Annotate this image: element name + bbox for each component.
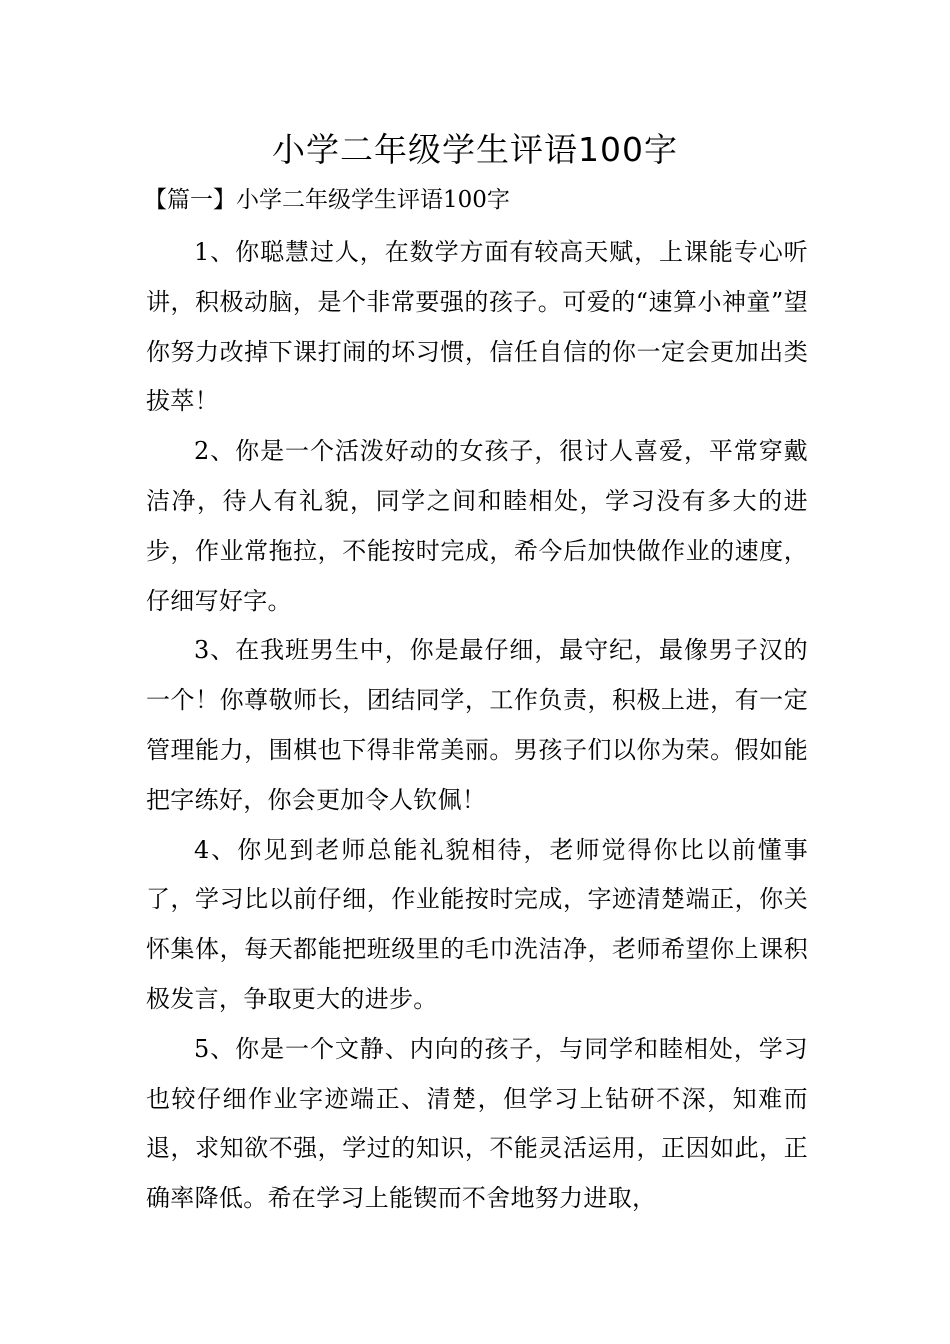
document-body — [146, 228, 808, 1224]
comment-paragraph-4: 4、你见到老师总能礼貌相待，老师觉得你比以前懂事了，学习比以前仔细，作业能按时完成，字迹清楚端正，你关怀集体，每天都能把班级里的毛巾洗洁净，老师希望你上课积极发言，争取更大的进步。 — [146, 835, 808, 1013]
comment-paragraph-1: 1、你聪慧过人，在数学方面有较高天赋，上课能专心听讲，积极动脑，是个非常要强的孩子。可爱的“速算小神童”望你努力改掉下课打闹的坏习惯，信任自信的你一定会更加出类拔萃！ — [146, 238, 808, 416]
section-heading: 【篇一】小学二年级学生评语100字 — [144, 187, 510, 213]
comment-paragraph-3: 3、在我班男生中，你是最仔细，最守纪，最像男子汉的一个！你尊敬师长，团结同学，工作负责，积极上进，有一定管理能力，围棋也下得非常美丽。男孩子们以你为荣。假如能把字练好，你会更加令人钦佩！ — [146, 636, 808, 814]
comment-paragraph-5: 5、你是一个文静、内向的孩子，与同学和睦相处，学习也较仔细作业字迹端正、清楚，但学习上钻研不深，知难而退，求知欲不强，学过的知识，不能灵活运用，正因如此，正确率降低。希在学习上能锲而不舍地努力进取， — [146, 1034, 808, 1213]
document-title: 小学二年级学生评语100字 — [272, 130, 678, 169]
comment-paragraph-2: 2、你是一个活泼好动的女孩子，很讨人喜爱，平常穿戴洁净，待人有礼貌，同学之间和睦相处，学习没有多大的进步，作业常拖拉，不能按时完成，希今后加快做作业的速度，仔细写好字。 — [146, 437, 808, 615]
